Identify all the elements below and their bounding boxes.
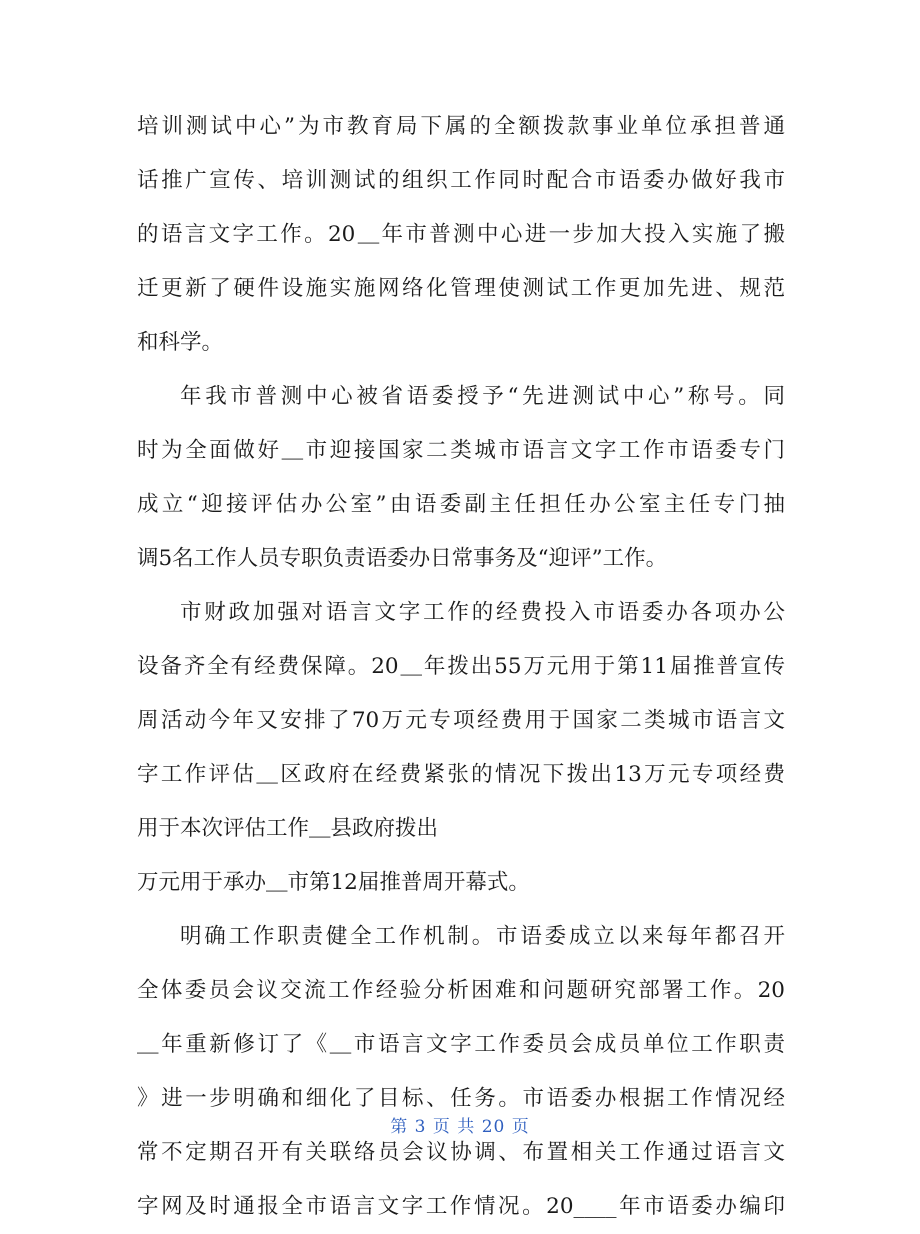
text-line: 调5名工作人员专职负责语委办日常事务及“迎评”工作。	[137, 546, 668, 571]
text-line: 迁更新了硬件设施实施网络化管理使测试工作更加先进、规范	[137, 276, 785, 301]
text-line: 培训测试中心”为市教育局下属的全额拨款事业单位承担普通	[137, 114, 785, 139]
text-line: 用于本次评估工作＿县政府拨出	[137, 816, 439, 841]
text-line: 时为全面做好＿市迎接国家二类城市语言文字工作市语委专门	[137, 438, 785, 463]
text-line: 的语言文字工作。20＿年市普测中心进一步加大投入实施了搬	[137, 222, 785, 247]
text-line: 话推广宣传、培训测试的组织工作同时配合市语委办做好我市	[137, 168, 785, 193]
text-line: 和科学。	[137, 330, 224, 355]
text-line: ＿年重新修订了《＿市语言文字工作委员会成员单位工作职责	[137, 1032, 785, 1057]
text-line: 全体委员会议交流工作经验分析困难和问题研究部署工作。20	[137, 978, 785, 1003]
text-line: 设备齐全有经费保障。20＿年拨出55万元用于第11届推普宣传	[137, 654, 785, 679]
text-line: 万元用于承办＿市第12届推普周开幕式。	[137, 870, 530, 895]
text-line: 》进一步明确和细化了目标、任务。市语委办根据工作情况经	[137, 1086, 785, 1111]
text-line: 成立“迎接评估办公室”由语委副主任担任办公室主任专门抽	[137, 492, 785, 517]
text-line: 周活动今年又安排了70万元专项经费用于国家二类城市语言文	[137, 708, 785, 733]
page-footer: 第 3 页 共 20 页	[390, 1117, 530, 1137]
text-line: 明确工作职责健全工作机制。市语委成立以来每年都召开	[180, 924, 785, 949]
text-line: 市财政加强对语言文字工作的经费投入市语委办各项办公	[180, 600, 785, 625]
text-line: 字网及时通报全市语言文字工作情况。20____年市语委办编印	[137, 1194, 785, 1219]
text-line: 年我市普测中心被省语委授予“先进测试中心”称号。同	[180, 384, 785, 409]
text-line: 常不定期召开有关联络员会议协调、布置相关工作通过语言文	[137, 1140, 785, 1165]
text-line: 字工作评估＿区政府在经费紧张的情况下拨出13万元专项经费	[137, 762, 785, 787]
document-body	[137, 100, 785, 1234]
